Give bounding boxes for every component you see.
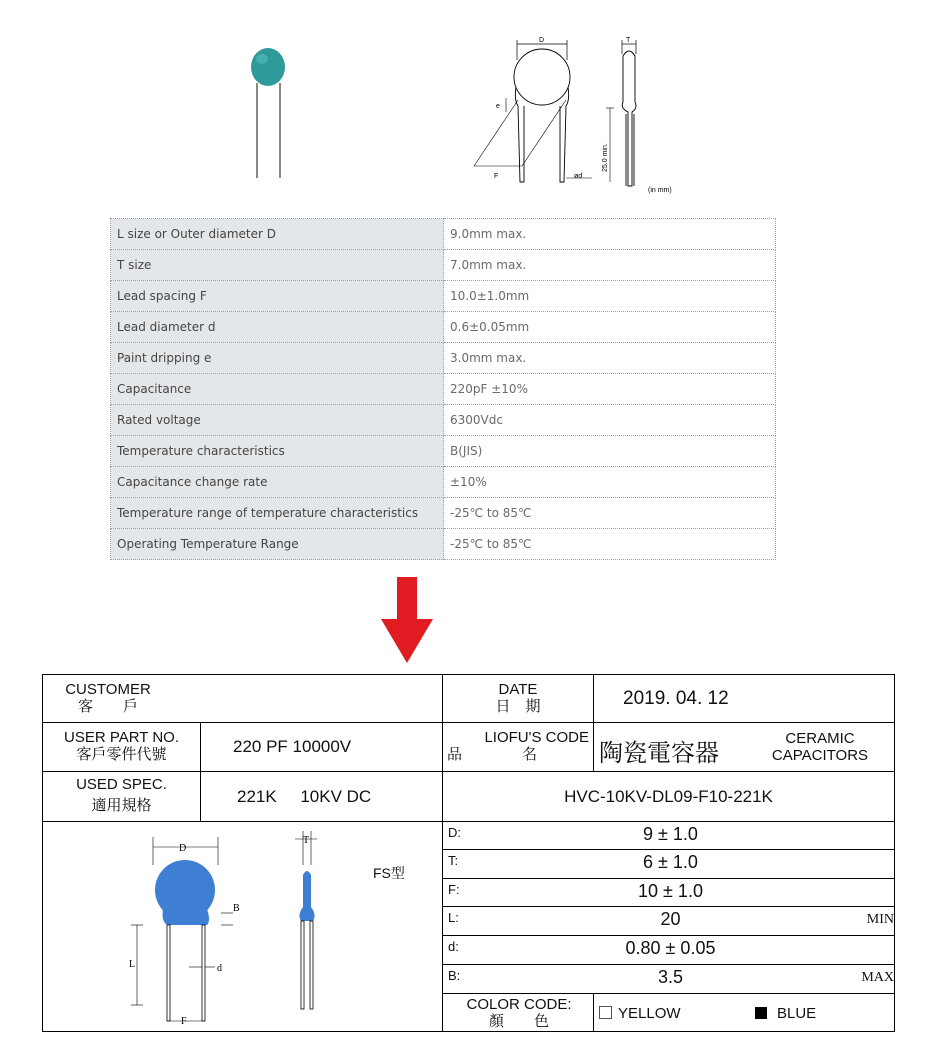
- table-row: [111, 343, 776, 374]
- product-name-zh: 陶瓷電容器: [599, 740, 719, 767]
- spec-key: Temperature range of temperature characteristics: [111, 498, 444, 529]
- spec-value: ±10%: [444, 467, 776, 498]
- empty-square-icon: [599, 1006, 612, 1019]
- drawing-label-od: ød: [574, 173, 583, 180]
- table-row: [111, 374, 776, 405]
- spec-value: 7.0mm max.: [444, 250, 776, 281]
- drawing-label-f: F: [494, 173, 499, 180]
- product-name-en: CERAMIC CAPACITORS: [771, 730, 869, 764]
- spec-key: T size: [111, 250, 444, 281]
- user-part-value: 220 PF 10000V: [233, 737, 352, 756]
- table-row: [111, 219, 776, 250]
- date-label: DATE 日 期: [495, 681, 541, 715]
- drawing-label-l: 25.0 min.: [602, 143, 609, 172]
- drawing-label-t: T: [303, 835, 310, 846]
- spec-key: Rated voltage: [111, 405, 444, 436]
- user-part-label: USER PART NO. 客戶零件代號: [63, 729, 180, 763]
- drawing-label-b: B: [233, 903, 240, 914]
- spec-value: -25℃ to 85℃: [444, 529, 776, 560]
- model-code: HVC-10KV-DL09-F10-221K: [564, 787, 773, 806]
- drawing-label-d: D: [179, 843, 187, 854]
- dim-row-d-lead: d: 0.80 ± 0.05: [448, 938, 716, 958]
- spec-value: 6300Vdc: [444, 405, 776, 436]
- table-row: [111, 312, 776, 343]
- spec-value: 0.6±0.05mm: [444, 312, 776, 343]
- table-row: [111, 405, 776, 436]
- spec-value: B(JIS): [444, 436, 776, 467]
- color-code-label: COLOR CODE: 顏 色: [466, 996, 572, 1030]
- used-spec-label: USED SPEC. 適用規格: [76, 776, 167, 814]
- dim-row-t: T: 6 ± 1.0: [448, 852, 698, 872]
- spec-key: Lead diameter d: [111, 312, 444, 343]
- date-value: 2019. 04. 12: [623, 688, 729, 709]
- drawing-label-t: T: [626, 37, 631, 44]
- dim-row-d: D: 9 ± 1.0: [448, 824, 698, 844]
- used-spec-value: 221K 10KV DC: [237, 787, 372, 806]
- capacitor-photo: [240, 45, 300, 185]
- fs-type-label: FS型: [373, 865, 405, 881]
- table-row: [111, 250, 776, 281]
- spec-key: L size or Outer diameter D: [111, 219, 444, 250]
- drawing-label-e: e: [496, 103, 500, 110]
- spec-value: 3.0mm max.: [444, 343, 776, 374]
- spec-value: -25℃ to 85℃: [444, 498, 776, 529]
- dim-row-l: L: 20 MIN: [448, 909, 894, 929]
- spec-value: 10.0±1.0mm: [444, 281, 776, 312]
- filled-square-icon: [755, 1007, 767, 1019]
- spec-key: Paint dripping e: [111, 343, 444, 374]
- spec-sheet: [42, 674, 895, 1032]
- capacitor-drawing: [123, 825, 363, 1031]
- table-row: [111, 436, 776, 467]
- liofu-code-label: LIOFU'S CODE 品 名: [447, 729, 589, 763]
- spec-key: Temperature characteristics: [111, 436, 444, 467]
- table-row: [111, 498, 776, 529]
- spec-value: 9.0mm max.: [444, 219, 776, 250]
- customer-label: CUSTOMER 客 戶: [65, 681, 151, 715]
- dim-row-f: F: 10 ± 1.0: [448, 881, 703, 901]
- spec-key: Operating Temperature Range: [111, 529, 444, 560]
- dimension-drawing: [462, 32, 692, 202]
- spec-key: Capacitance: [111, 374, 444, 405]
- color-option-yellow: YELLOW: [599, 1005, 681, 1022]
- table-row: [111, 281, 776, 312]
- spec-key: Lead spacing F: [111, 281, 444, 312]
- drawing-label-l: L: [129, 959, 136, 970]
- table-row: [111, 529, 776, 560]
- table-row: [111, 467, 776, 498]
- spec-value: 220pF ±10%: [444, 374, 776, 405]
- spec-key: Capacitance change rate: [111, 467, 444, 498]
- dim-row-b: B: 3.5 MAX: [448, 967, 894, 987]
- color-option-blue: BLUE: [755, 1005, 816, 1022]
- drawing-label-f: F: [181, 1016, 187, 1027]
- spec-table: [110, 218, 776, 560]
- drawing-label-d: D: [539, 37, 545, 44]
- drawing-label-small-d: d: [217, 963, 222, 974]
- drawing-unit: (in mm): [648, 187, 672, 194]
- down-arrow-icon: [381, 577, 433, 663]
